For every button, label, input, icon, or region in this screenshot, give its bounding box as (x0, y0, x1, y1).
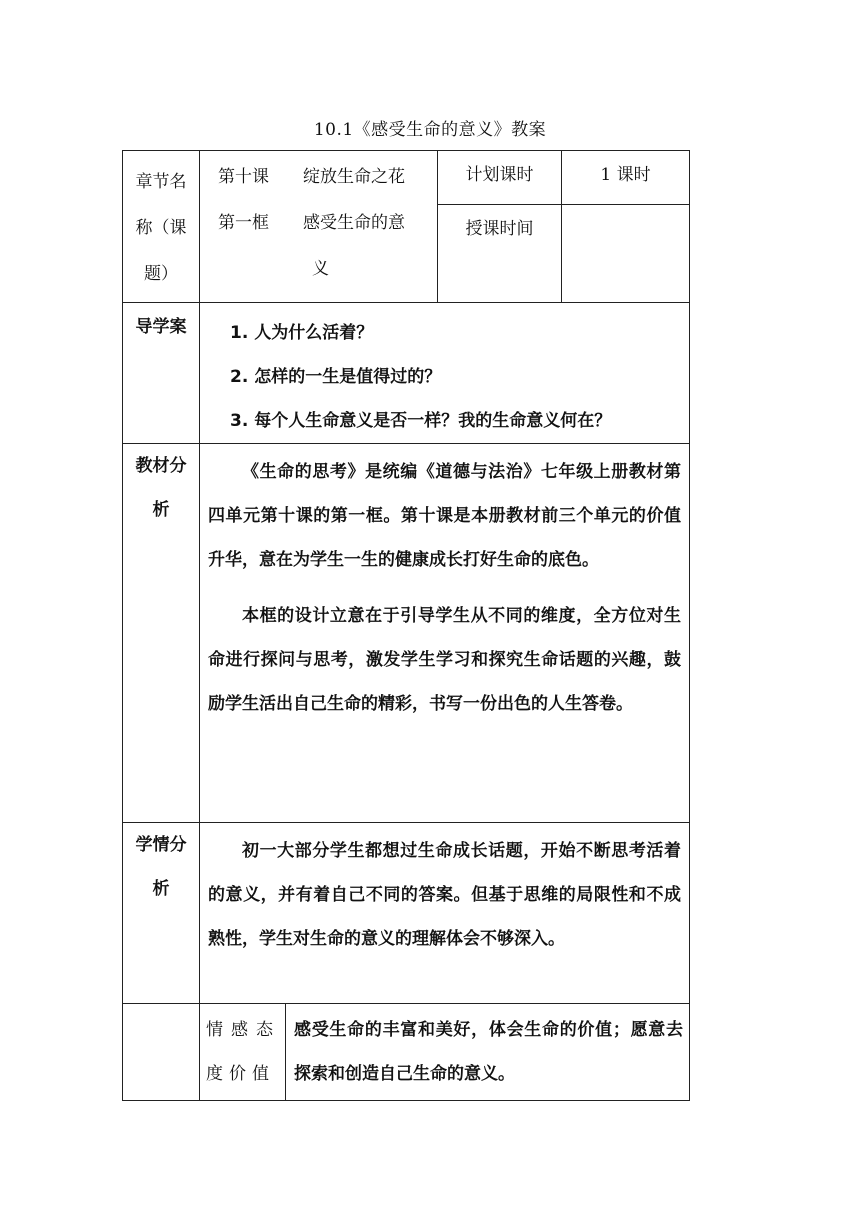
table-row-material (123, 444, 690, 823)
student-label-cell (123, 823, 200, 1004)
guide-questions (200, 303, 690, 444)
chapter-title-cell (200, 151, 438, 303)
table-row-student (123, 823, 690, 1004)
planned-hours-label: 计划课时 (438, 151, 562, 205)
table-row-header (123, 151, 690, 205)
chapter-label-line: 题） (144, 264, 178, 284)
student-label-line: 学情分 (135, 835, 187, 855)
student-analysis (200, 823, 690, 1004)
chapter-label-cell (123, 151, 200, 303)
material-label-line: 析 (152, 500, 170, 520)
material-analysis (200, 444, 690, 823)
teaching-time-value (562, 205, 690, 303)
table-row-guide (123, 303, 690, 444)
guide-label: 导学案 (123, 303, 200, 444)
objectives-label (123, 1004, 200, 1101)
chapter-label-line: 章节名 (135, 172, 187, 192)
chapter-frame-name: 感受生命的意 (303, 213, 405, 233)
chapter-lesson: 第十课 (218, 167, 269, 187)
material-label-cell (123, 444, 200, 823)
student-label-line: 析 (152, 879, 170, 899)
guide-question: 2. 怎样的一生是值得过的？ (230, 367, 442, 387)
page-title: 10.1《感受生命的意义》教案 (313, 120, 547, 140)
guide-question: 1. 人为什么活着？ (230, 323, 374, 343)
chapter-lesson-name: 绽放生命之花 (303, 167, 405, 187)
emotion-text: 感受生命的丰富和美好，体会生命的价值；愿意去探索和创造自己生命的意义。 (286, 1004, 690, 1101)
table-row-objectives (123, 1004, 690, 1101)
lesson-plan-table (122, 150, 690, 1101)
chapter-frame: 第一框 (218, 213, 269, 233)
chapter-frame-name-cont: 义 (312, 259, 329, 279)
material-paragraph: 《生命的思考》是统编《道德与法治》七年级上册教材第四单元第十课的第一框。第十课是本册教材前三个单元的价值升华，意在为学生一生的健康成长打好生命的底色。 (208, 462, 681, 570)
chapter-label-line: 称（课 (135, 218, 187, 238)
teaching-time-label: 授课时间 (438, 205, 562, 303)
material-paragraph: 本框的设计立意在于引导学生从不同的维度，全方位对生命进行探问与思考，激发学生学习和探究生命话题的兴趣，鼓励学生活出自己生命的精彩，书写一份出色的人生答卷。 (208, 606, 681, 714)
guide-question: 3. 每个人生命意义是否一样？我的生命意义何在？ (230, 411, 612, 431)
student-paragraph: 初一大部分学生都想过生命成长话题，开始不断思考活着的意义，并有着自己不同的答案。但基于思维的局限性和不成熟性，学生对生命的意义的理解体会不够深入。 (208, 841, 681, 949)
planned-hours-value: 1 课时 (562, 151, 690, 205)
emotion-label: 情感态度价值 (200, 1004, 286, 1101)
material-label-line: 教材分 (135, 456, 187, 476)
